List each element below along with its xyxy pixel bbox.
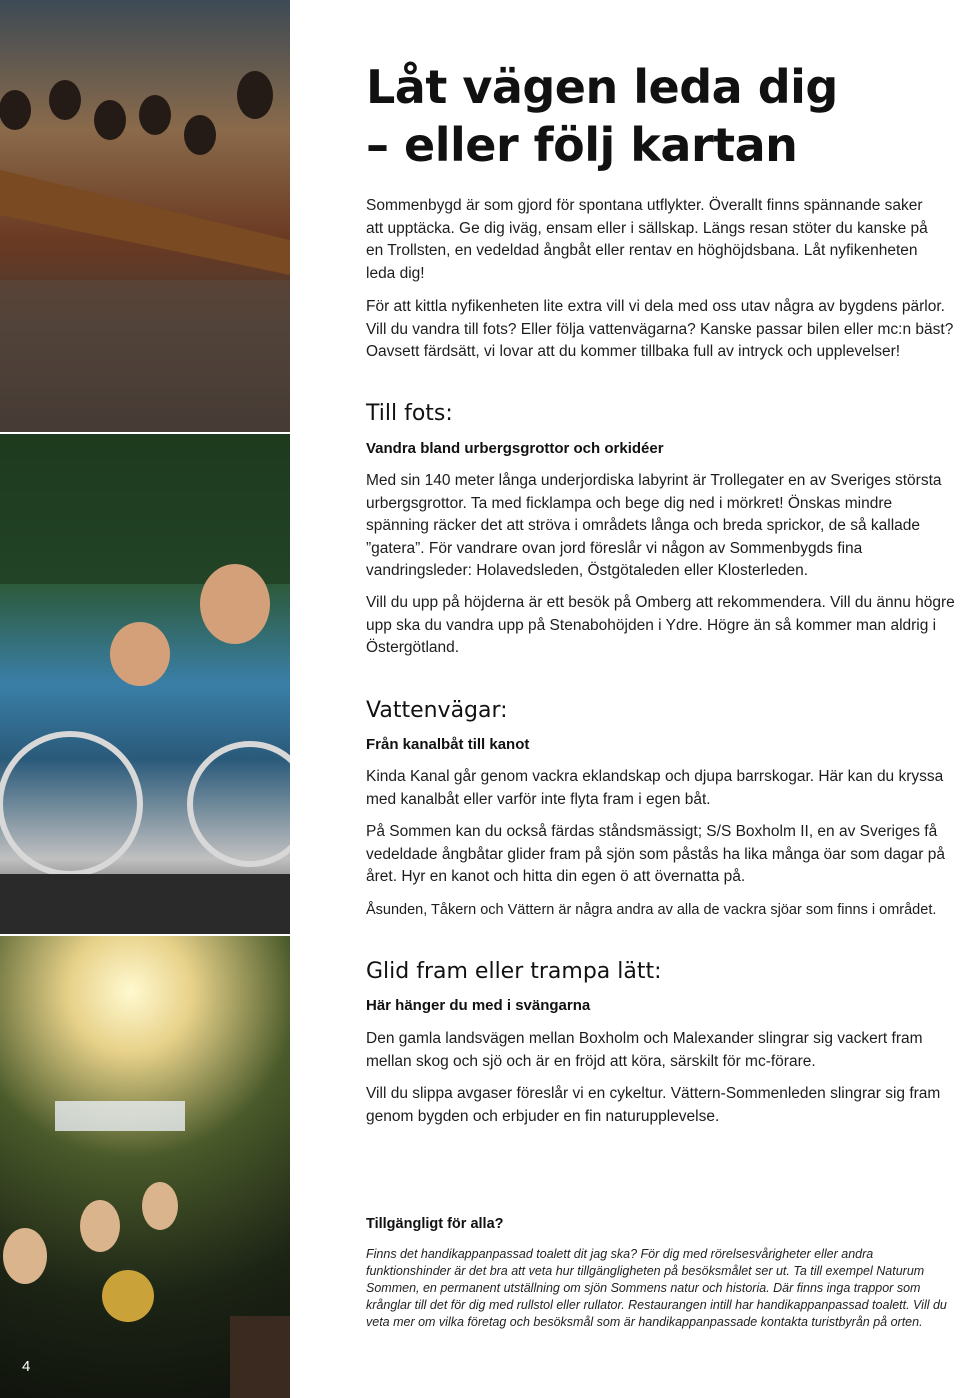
cycling-illustration (0, 434, 290, 934)
tandem-cycling-photo (0, 434, 290, 934)
section-subheading-glid: Här hänger du med i svängarna (366, 997, 591, 1014)
passenger (110, 622, 170, 686)
trees (0, 434, 290, 584)
section-subheading-vatten: Från kanalbåt till kanot (366, 736, 530, 753)
title-line-2: – eller följ kartan (366, 118, 798, 172)
section-heading-glid: Glid fram eller trampa lätt: (366, 959, 662, 984)
intro-paragraph-2: För att kittla nyfikenheten lite extra vill vi dela med oss utav några av bygdens pärlor. Vill du vandra till fots? Eller följa vattenvägarna? Kanske passar bilen eller mc:n bäst? Oavsett färdsätt, vi lovar att du kommer tillbaka full av intryck och upplevelser! (366, 298, 954, 360)
vatten-paragraph-1: Kinda Kanal går genom vackra eklandskap och djupa barrskogar. Här kan du kryssa med kanalbåt eller varför inte flyta fram i egen båt. (366, 768, 944, 808)
rower (0, 90, 31, 130)
road (0, 874, 290, 934)
musician (80, 1200, 120, 1252)
rower (139, 95, 171, 135)
wheel (190, 744, 290, 864)
rower (237, 71, 273, 119)
section-heading-vatten: Vattenvägar: (366, 698, 508, 723)
tuba (102, 1270, 154, 1322)
musician (142, 1182, 178, 1230)
rowing-photo (0, 0, 290, 432)
rower (49, 80, 81, 120)
page-title (366, 58, 838, 174)
tent (55, 1101, 185, 1131)
rower (94, 100, 126, 140)
page-number: 4 (22, 1358, 31, 1375)
intro-paragraph-1: Sommenbygd är som gjord för spontana utflykter. Överallt finns spännande saker att upptäcka. Ge dig iväg, ensam eller i sällskap. Längs resan stöter du kanske på en Trollsten, en vedeldad ångbåt eller rentav en höghöjdsbana. Låt nyfikenheten leda dig! (366, 197, 928, 282)
rower (184, 115, 216, 155)
boat-hull (0, 170, 290, 275)
water (0, 280, 290, 432)
vatten-paragraph-3: Åsunden, Tåkern och Vättern är några andra av alla de vackra sjöar som finns i området. (366, 902, 937, 918)
glid-paragraph-1: Den gamla landsvägen mellan Boxholm och Malexander slingrar sig vackert fram mellan skog och sjö och är en fröjd att köra, särskilt för mc-förare. (366, 1030, 923, 1070)
musician (3, 1228, 47, 1284)
musician-dark (230, 1316, 290, 1398)
rowing-illustration (0, 0, 290, 432)
fots-paragraph-2: Vill du upp på höjderna är ett besök på Omberg att rekommendera. Vill du ännu högre upp ska du vandra upp på Stenabohöjden i Ydre. Högre än så kommer man aldrig i Östergötland. (366, 594, 955, 656)
accessibility-text: Finns det handikappanpassad toalett dit jag ska? För dig med rörelsesvårigheter eller andra funktionshinder är det bra att veta hur tillgängligheten på besöksmålet ser ut. Ta till exempel Naturum Sommen, en permanent utställning om sjön Sommens natur och historia. Där finns inga trappor som krånglar till det för dig med rullstol eller rullator. Restaurangen intill har handikappanpassad toalett. Vill du veta mer om vilka företag och besöksmål som är handikappanpassade kontakta turistbyrån på orten. (366, 1247, 947, 1329)
glid-paragraph-2: Vill du slippa avgaser föreslår vi en cykeltur. Vättern-Sommenleden slingrar sig fram genom bygden och erbjuder en fin naturupplevelse. (366, 1085, 941, 1125)
cyclist (200, 564, 270, 644)
wheel (0, 734, 140, 874)
section-heading-fots: Till fots: (366, 401, 453, 426)
band-illustration (0, 936, 290, 1398)
section-subheading-fots: Vandra bland urbergsgrottor och orkidéer (366, 440, 664, 457)
vatten-paragraph-2: På Sommen kan du också färdas ståndsmässigt; S/S Boxholm II, en av Sveriges få vedeldade ångbåtar glider fram på sjön som påstås ha lika många öar som dagar på året. Hyr en kanot och hitta din egen ö att övernatta på. (366, 823, 946, 885)
fots-paragraph-1: Med sin 140 meter långa underjordiska labyrint är Trollegater en av Sveriges största urbergsgrottor. Ta med ficklampa och bege dig ned i mörkret! Önskas mindre spänning räcker det att ströva i områdets långa och breda sprickor, de så kallade ”gatera”. För vandrare ovan jord föreslår vi någon av Sommenbygds fina vandringsleder: Holavedsleden, Östgötaleden eller Klosterleden. (366, 472, 942, 579)
accessibility-heading: Tillgängligt för alla? (366, 1216, 504, 1232)
title-line-1: Låt vägen leda dig (366, 60, 838, 114)
brass-band-photo (0, 936, 290, 1398)
